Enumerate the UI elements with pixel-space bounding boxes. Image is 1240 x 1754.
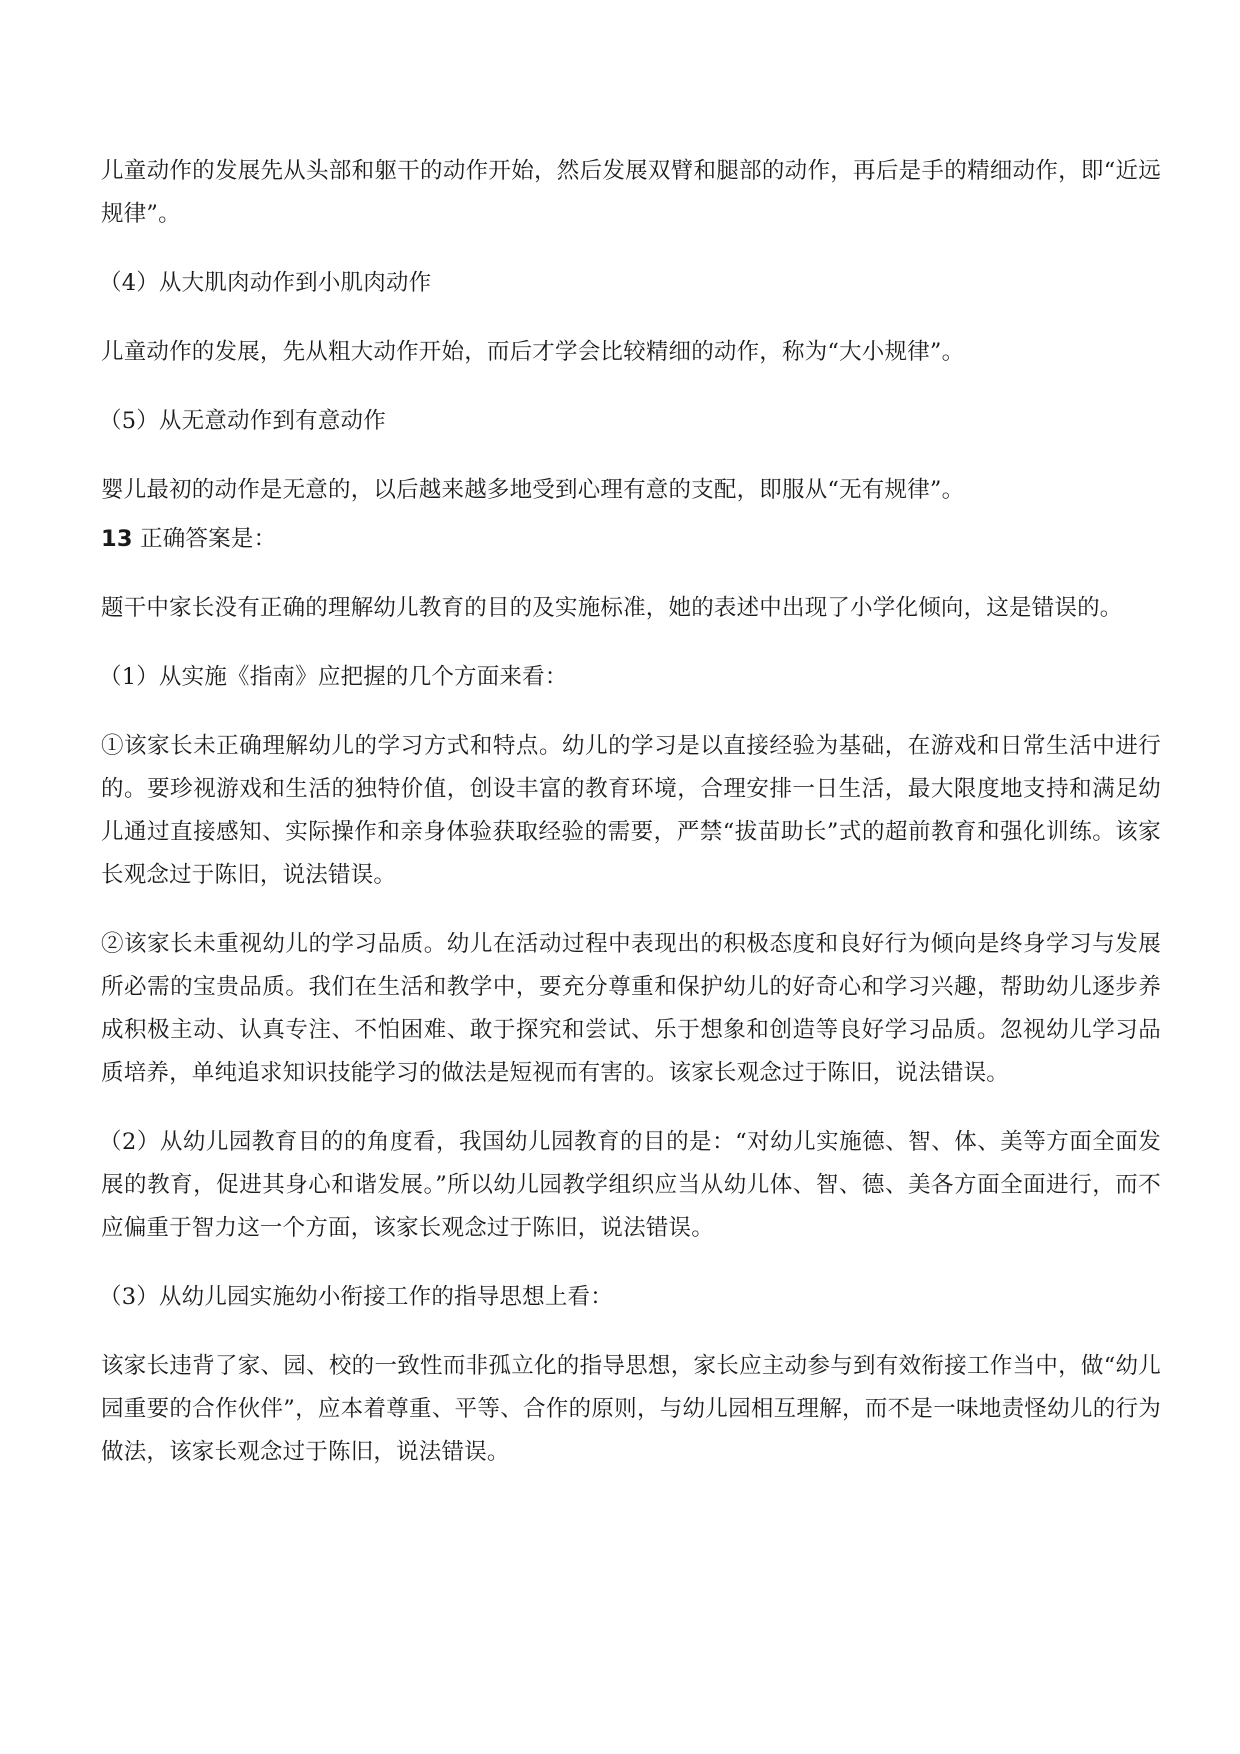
subheading-5: （5）从无意动作到有意动作 [99,408,386,434]
subheading-4: （4）从大肌肉动作到小肌肉动作 [99,270,432,296]
subheading-3: （3）从幼儿园实施幼小衔接工作的指导思想上看： [99,1284,613,1310]
paragraph-point-2: ②该家长未重视幼儿的学习品质。幼儿在活动过程中表现出的积极态度和良好行为倾向是终身学习与发展所必需的宝贵品质。我们在生活和教学中，要充分尊重和保护幼儿的好奇心和学习兴趣，帮助幼儿逐步养成积极主动、认真专注、不怕困难、敢于探究和尝试、乐于想象和创造等良好学习品质。忽视幼儿学习品质培养，单纯追求知识技能学习的做法是短视而有害的。该家长观念过于陈旧，说法错误。 [101,931,1161,1086]
paragraph-gross-fine-rule: 儿童动作的发展，先从粗大动作开始，而后才学会比较精细的动作，称为“大小规律”。 [101,339,965,365]
question-number: 13 [101,526,133,552]
paragraph-section-3: 该家长违背了家、园、校的一致性而非孤立化的指导思想，家长应主动参与到有效衔接工作当中，做“幼儿园重要的合作伙伴”，应本着尊重、平等、合作的原则，与幼儿园相互理解，而不是一味地责怪幼儿的行为做法，该家长观念过于陈旧，说法错误。 [101,1353,1161,1465]
question-heading [101,518,1161,561]
paragraph-answer-intro: 题干中家长没有正确的理解幼儿教育的目的及实施标准，她的表述中出现了小学化倾向，这是错误的。 [101,595,1123,621]
document-body [101,150,1161,1500]
subheading-1: （1）从实施《指南》应把握的几个方面来看： [99,664,568,690]
paragraph-point-1: ①该家长未正确理解幼儿的学习方式和特点。幼儿的学习是以直接经验为基础，在游戏和日常生活中进行的。要珍视游戏和生活的独特价值，创设丰富的教育环境，合理安排一日生活，最大限度地支持和满足幼儿通过直接感知、实际操作和亲身体验获取经验的需要，严禁“拔苗助长”式的超前教育和强化训练。该家长观念过于陈旧，说法错误。 [101,733,1161,888]
question-answer-label: 正确答案是： [140,526,277,552]
paragraph-section-2: （2）从幼儿园教育目的的角度看，我国幼儿园教育的目的是：“对幼儿实施德、智、体、美等方面全面发展的教育，促进其身心和谐发展。”所以幼儿园教学组织应当从幼儿体、智、德、美各方面全面进行，而不应偏重于智力这一个方面，该家长观念过于陈旧，说法错误。 [99,1129,1161,1241]
paragraph-proximodistal-rule: 儿童动作的发展先从头部和躯干的动作开始，然后发展双臂和腿部的动作，再后是手的精细动作，即“近远规律”。 [101,158,1161,227]
paragraph-intentional-rule: 婴儿最初的动作是无意的，以后越来越多地受到心理有意的支配，即服从“无有规律”。 [101,477,965,503]
